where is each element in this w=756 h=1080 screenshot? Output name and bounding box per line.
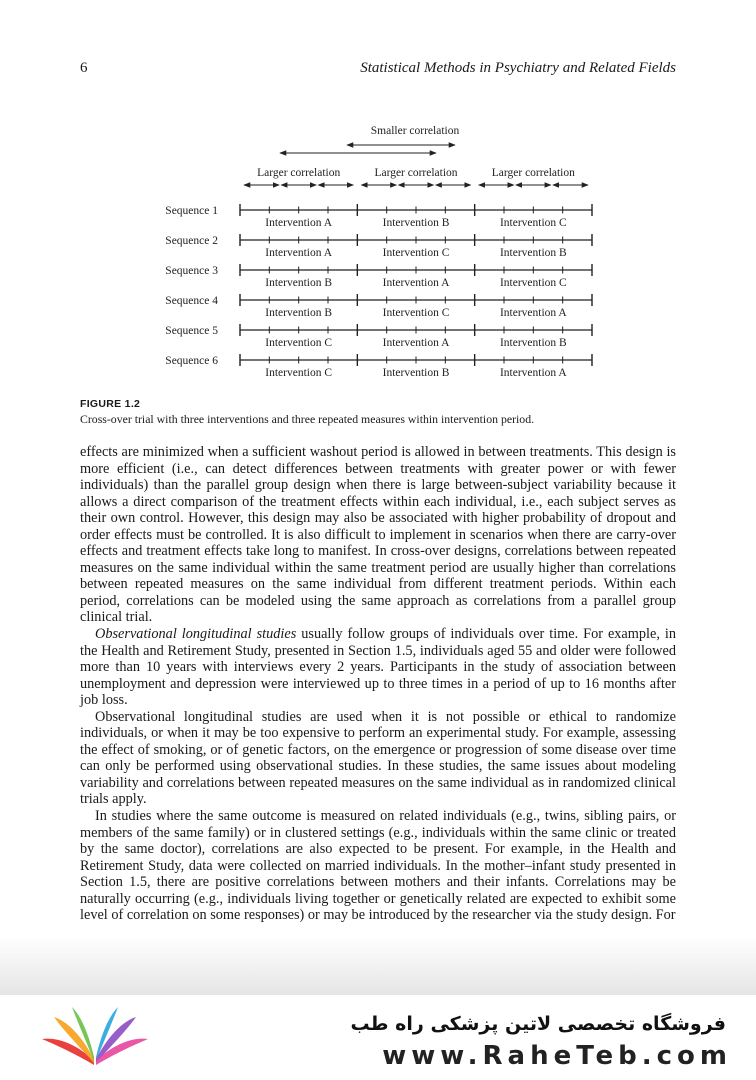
intervention-label: Intervention C [499, 217, 567, 229]
intervention-label: Intervention B [265, 307, 333, 319]
paragraph-4: In studies where the same outcome is measured on related individuals (e.g., twins, sibling pairs, or members of the same family) or in clustered settings (e.g., individuals within the same clinic or treated by the same doctor), correlations are also expected to be present. For example, in the Health and Retirement Study, data were collected on married individuals. In the mother–infant study presented in Section 1.5, there are positive correlations between mothers and their infants. Correlations may be naturally occurring (e.g., individuals living together or genetically related are expected to exhibit some level of correlation on some responses) or may be introduced by the researcher via the study design. For [80, 808, 676, 924]
intervention-label: Intervention C [382, 307, 450, 319]
sequence-label: Sequence 3 [165, 265, 218, 277]
paragraph-1: effects are minimized when a sufficient washout period is allowed in between treatments. This design is more efficient (i.e., can detect differences between treatments with greater power or with fewer individuals) than the parallel group design when there is large between-subject variability because it allows a direct comparison of the treatment effects within each individual, i.e., each subject serves as their own control. However, this design may also be associated with higher probability of dropout and order effects must be controlled. It is also difficult to implement in scenarios when there are carry-over effects and treatment effects take long to manifest. In cross-over designs, correlations between repeated measures on the same individual within the same treatment period are usually higher than correlations between repeated measures on the same individual from different treatment periods. Within each period, correlations can be modeled using the same approach as correlations from a parallel group clinical trial. [80, 444, 676, 626]
intervention-label: Intervention A [265, 247, 333, 259]
store-url: www.RaheTeb.com [382, 1041, 732, 1071]
intervention-label: Intervention B [382, 217, 450, 229]
body-text [80, 444, 676, 924]
intervention-label: Intervention A [499, 367, 567, 379]
store-footer [0, 995, 756, 1080]
intervention-label: Intervention B [499, 247, 567, 259]
running-header: Statistical Methods in Psychiatry and Related Fields [360, 60, 676, 76]
paragraph-2-italic: Observational longitudinal studies [95, 626, 297, 643]
store-name: فروشگاه تخصصی لاتین پزشکی راه طب [350, 1013, 726, 1035]
figure-label: FIGURE 1.2 [80, 398, 141, 410]
sequence-label: Sequence 4 [165, 295, 218, 307]
intervention-label: Intervention B [382, 367, 450, 379]
period-span-label: Larger correlation [257, 167, 341, 179]
crossover-diagram [0, 110, 756, 395]
paragraph-2-text: usually follow groups of individuals over time. For example, in the Health and Retirement Study, presented in Section 1.5, individuals aged 55 and older were followed more than 10 years with interviews every 2 years. Participants in the study of association between unemployment and depression were interviewed up to three times in a period of up to 16 months after job loss. [80, 626, 676, 709]
top-span-label: Smaller correlation [370, 125, 460, 137]
page-number: 6 [80, 60, 88, 76]
intervention-label: Intervention C [382, 247, 450, 259]
footer-fade [0, 935, 756, 995]
intervention-label: Intervention B [265, 277, 333, 289]
period-span-label: Larger correlation [491, 167, 575, 179]
period-span-label: Larger correlation [374, 167, 458, 179]
figure-caption: Cross-over trial with three interventions and three repeated measures within intervention period. [80, 412, 535, 426]
intervention-label: Intervention A [499, 307, 567, 319]
intervention-label: Intervention A [382, 277, 450, 289]
sequence-label: Sequence 2 [165, 235, 218, 247]
book-logo-icon [36, 1003, 156, 1073]
sequence-label: Sequence 5 [165, 325, 218, 337]
intervention-label: Intervention A [382, 337, 450, 349]
paragraph-2 [80, 626, 676, 709]
intervention-label: Intervention A [265, 217, 333, 229]
paragraph-3: Observational longitudinal studies are used when it is not possible or ethical to randomize individuals, or when it may be too expensive to perform an experimental study. For example, assessing the effect of smoking, or of genetic factors, on the emergence or progression of some disease over time can only be performed using observational studies. In these studies, the same issues about modeling variability and correlations between repeated measures on the same individual as in randomized clinical trials apply. [80, 708, 676, 808]
sequence-label: Sequence 1 [165, 205, 218, 217]
intervention-label: Intervention C [499, 277, 567, 289]
sequence-label: Sequence 6 [165, 355, 218, 367]
intervention-label: Intervention C [265, 367, 333, 379]
intervention-label: Intervention B [499, 337, 567, 349]
intervention-label: Intervention C [265, 337, 333, 349]
